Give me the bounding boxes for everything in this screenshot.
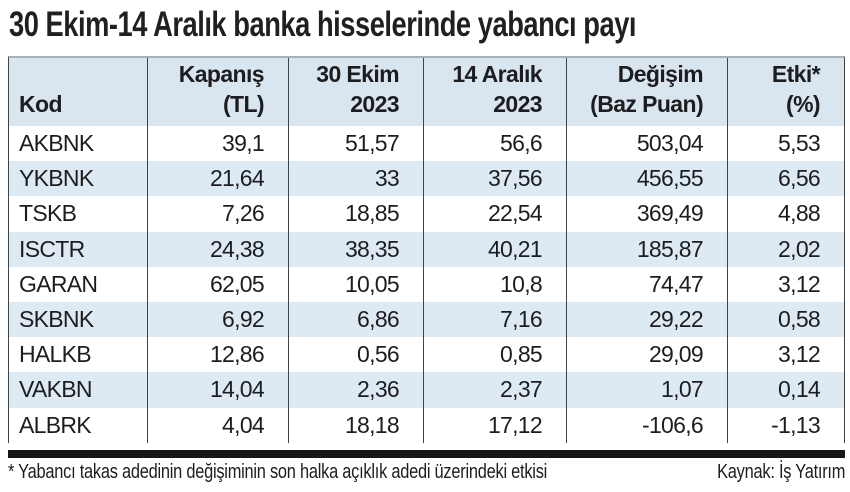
cell-kapanis_tl: 14,04 bbox=[147, 372, 288, 407]
cell-ekim_30_2023: 6,86 bbox=[288, 302, 423, 337]
footnote: * Yabancı takas adedinin değişiminin son halka açıklık adedi üzerindeki etkisi bbox=[8, 461, 548, 483]
table-body bbox=[9, 126, 844, 443]
table-row bbox=[9, 126, 844, 161]
bottom-bar bbox=[8, 450, 845, 458]
column-header-line: Kapanış bbox=[178, 61, 264, 87]
table-row bbox=[9, 408, 844, 443]
column-header-line: Değişim bbox=[617, 61, 703, 87]
cell-kapanis_tl: 62,05 bbox=[147, 267, 288, 302]
cell-ekim_30_2023: 38,35 bbox=[288, 232, 423, 267]
table-row bbox=[9, 372, 844, 407]
cell-kod: ALBRK bbox=[19, 411, 91, 438]
chart-title: 30 Ekim-14 Aralık banka hisselerinde yabancı payı bbox=[9, 5, 637, 44]
cell-aralik_14_2023: 22,54 bbox=[423, 196, 566, 231]
cell-kod: TSKB bbox=[19, 200, 77, 227]
cell-kapanis_tl: 4,04 bbox=[147, 408, 288, 443]
cell-kapanis_tl: 39,1 bbox=[147, 126, 288, 161]
cell-degisim_baz_puan: 29,22 bbox=[566, 302, 727, 337]
column-header-line: 2023 bbox=[350, 91, 399, 117]
cell-degisim_baz_puan: -106,6 bbox=[566, 408, 727, 443]
column-header-line: Etki* bbox=[771, 61, 820, 87]
column-header-kapanis_tl bbox=[147, 58, 288, 126]
cell-kod: YKBNK bbox=[19, 165, 94, 192]
column-header-ekim_30_2023 bbox=[288, 58, 423, 126]
column-header-kod bbox=[9, 58, 147, 126]
cell-etki_pct: 3,12 bbox=[727, 337, 844, 372]
cell-degisim_baz_puan: 74,47 bbox=[566, 267, 727, 302]
cell-degisim_baz_puan: 29,09 bbox=[566, 337, 727, 372]
source-label: Kaynak: İş Yatırım bbox=[716, 461, 845, 483]
cell-degisim_baz_puan: 185,87 bbox=[566, 232, 727, 267]
column-header-etki_pct bbox=[727, 58, 844, 126]
cell-aralik_14_2023: 56,6 bbox=[423, 126, 566, 161]
cell-degisim_baz_puan: 1,07 bbox=[566, 372, 727, 407]
table-header-row bbox=[9, 58, 844, 126]
cell-ekim_30_2023: 51,57 bbox=[288, 126, 423, 161]
cell-degisim_baz_puan: 456,55 bbox=[566, 161, 727, 196]
table-row bbox=[9, 161, 844, 196]
column-header-aralik_14_2023 bbox=[423, 58, 566, 126]
column-header-line: (TL) bbox=[222, 91, 264, 117]
cell-etki_pct: -1,13 bbox=[727, 408, 844, 443]
cell-etki_pct: 0,14 bbox=[727, 372, 844, 407]
data-table bbox=[8, 56, 845, 443]
cell-kod: SKBNK bbox=[19, 306, 94, 333]
cell-kapanis_tl: 6,92 bbox=[147, 302, 288, 337]
cell-etki_pct: 3,12 bbox=[727, 267, 844, 302]
cell-ekim_30_2023: 18,18 bbox=[288, 408, 423, 443]
column-header-line: (%) bbox=[786, 91, 820, 117]
column-header-line: 14 Aralık bbox=[452, 61, 542, 87]
column-header-degisim_baz_puan bbox=[566, 58, 727, 126]
table-row bbox=[9, 267, 844, 302]
cell-aralik_14_2023: 17,12 bbox=[423, 408, 566, 443]
table-row bbox=[9, 232, 844, 267]
cell-kod: HALKB bbox=[19, 341, 91, 368]
cell-etki_pct: 0,58 bbox=[727, 302, 844, 337]
cell-ekim_30_2023: 0,56 bbox=[288, 337, 423, 372]
cell-aralik_14_2023: 2,37 bbox=[423, 372, 566, 407]
column-header-line: Kod bbox=[19, 91, 62, 117]
cell-kod: ISCTR bbox=[19, 235, 85, 262]
cell-ekim_30_2023: 33 bbox=[288, 161, 423, 196]
cell-kapanis_tl: 7,26 bbox=[147, 196, 288, 231]
cell-degisim_baz_puan: 369,49 bbox=[566, 196, 727, 231]
cell-kod: AKBNK bbox=[19, 130, 94, 157]
cell-kapanis_tl: 24,38 bbox=[147, 232, 288, 267]
cell-etki_pct: 2,02 bbox=[727, 232, 844, 267]
cell-ekim_30_2023: 2,36 bbox=[288, 372, 423, 407]
cell-ekim_30_2023: 10,05 bbox=[288, 267, 423, 302]
column-header-line: 30 Ekim bbox=[316, 61, 399, 87]
column-header-line: 2023 bbox=[493, 91, 542, 117]
cell-aralik_14_2023: 40,21 bbox=[423, 232, 566, 267]
cell-etki_pct: 4,88 bbox=[727, 196, 844, 231]
column-header-line: (Baz Puan) bbox=[590, 91, 703, 117]
table-row bbox=[9, 196, 844, 231]
cell-kapanis_tl: 12,86 bbox=[147, 337, 288, 372]
cell-etki_pct: 5,53 bbox=[727, 126, 844, 161]
cell-aralik_14_2023: 7,16 bbox=[423, 302, 566, 337]
cell-kapanis_tl: 21,64 bbox=[147, 161, 288, 196]
cell-aralik_14_2023: 0,85 bbox=[423, 337, 566, 372]
table-row bbox=[9, 302, 844, 337]
cell-aralik_14_2023: 37,56 bbox=[423, 161, 566, 196]
cell-etki_pct: 6,56 bbox=[727, 161, 844, 196]
cell-aralik_14_2023: 10,8 bbox=[423, 267, 566, 302]
cell-kod: VAKBN bbox=[19, 376, 92, 403]
cell-ekim_30_2023: 18,85 bbox=[288, 196, 423, 231]
cell-degisim_baz_puan: 503,04 bbox=[566, 126, 727, 161]
cell-kod: GARAN bbox=[19, 270, 98, 297]
table-row bbox=[9, 337, 844, 372]
